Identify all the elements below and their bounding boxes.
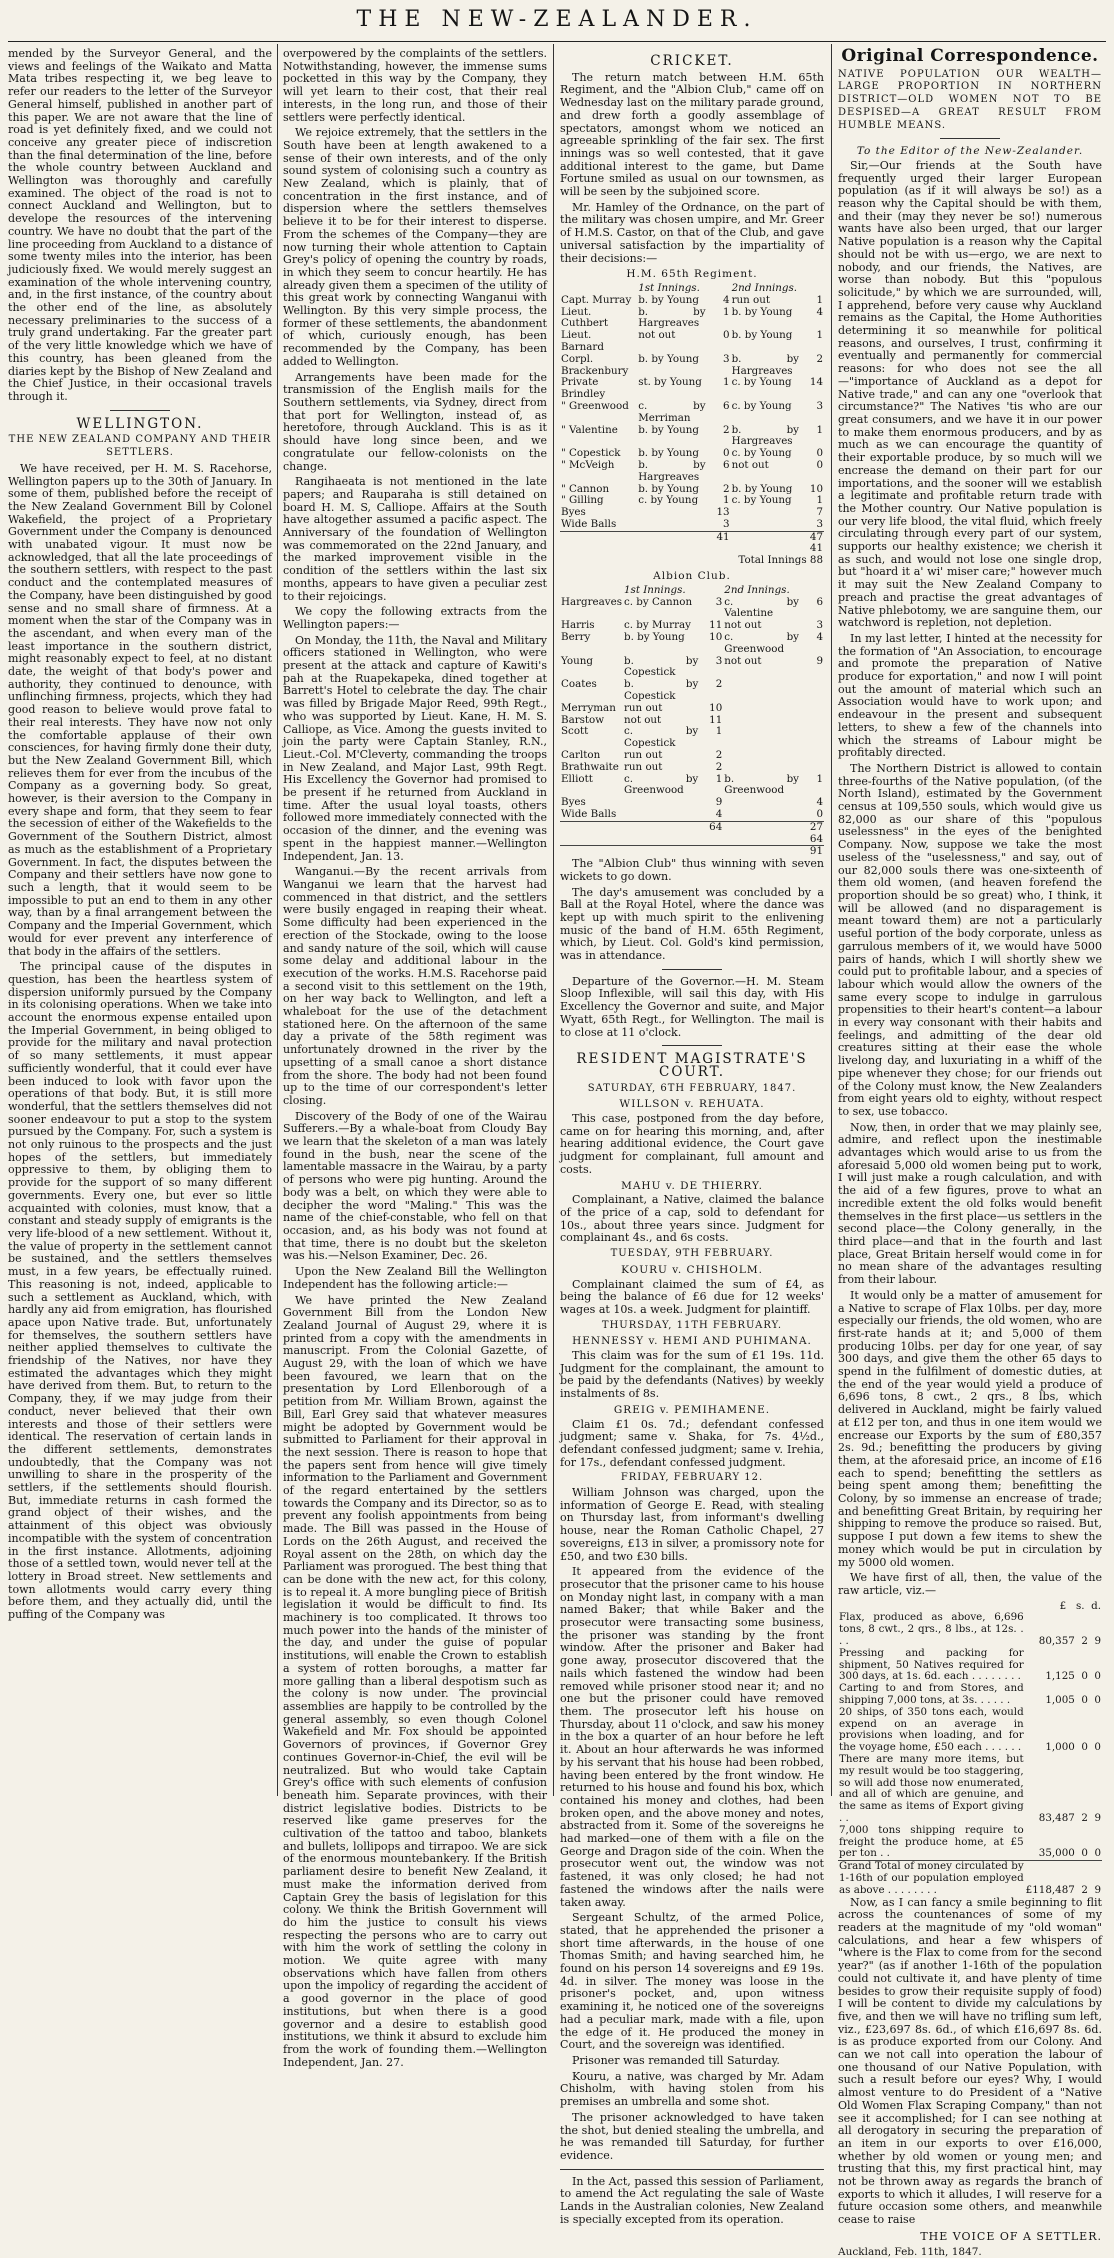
table-row <box>560 809 824 821</box>
score-cell: Lieut. Barnard <box>561 329 604 353</box>
score-cell <box>723 715 800 727</box>
score-cell: 4 <box>723 293 730 306</box>
score-cell: " Copestick <box>561 447 621 460</box>
letter-date: Auckland, Feb. 11th, 1847. <box>838 2245 982 2258</box>
paragraph: Departure of the Governor.—H. M. Steam Sloop Inflexible, will sail this day, with His Excellency the Governor and suite, and Major Wyatt, 65th Regt., for Wellington. The mail is to close at 11 o'clock. <box>560 974 824 1039</box>
score-cell: Lieut. Cuthbert <box>561 305 609 330</box>
paragraph: In the Act, passed this session of Parliament, to amend the Act regulating the sale of Waste Lands in the Australian colonies, New Zealand is specially excepted from its operation. <box>560 2174 824 2226</box>
case-title: HENNESSY v. HEMI AND PUHIMANA. <box>572 1335 812 1348</box>
table-row <box>560 425 824 449</box>
total: 41 <box>707 531 731 543</box>
paragraph: We copy the following extracts from the Wellington papers:— <box>283 605 547 631</box>
score-cell: 11 <box>709 619 723 632</box>
score-cell: c. by Young <box>731 399 792 412</box>
paragraph: The day's amusement was concluded by a Ball at the Royal Hotel, where the dance was kept up with much spirit to the enlivening music of the band of H.M. 65th Regiment, which, by Lieut. Col. Gold's kind permission, was in attendance. <box>560 885 824 963</box>
score-cell: run out <box>623 748 663 761</box>
separator <box>560 2169 824 2170</box>
paragraph: The return match between H.M. 65th Regiment, and the "Albion Club," came off on Wednesday last on the military parade ground, and drew forth a goodly assemblage of spectators, amongst whom we noticed an agreeable sprinkling of the fair sex. The first innings was so well contested, that it gave additional interest to the game, but Dame Fortune smiled as usual on our townsmen, as will be seen by the subjoined score. <box>560 70 824 199</box>
score-cell: b. by Young <box>638 293 699 306</box>
score-cell: Hargreaves <box>561 595 622 608</box>
score-cell: b. by Copestick <box>623 678 699 702</box>
case-title: WILLSON v. REHUATA. <box>619 1098 765 1111</box>
case-title: GREIG v. PEMIHAMENE. <box>613 1403 771 1416</box>
table-row <box>560 354 824 378</box>
score-cell: 0 <box>723 329 730 342</box>
score-cell <box>723 762 800 774</box>
section-heading-wellington: WELLINGTON. <box>76 415 204 432</box>
table-row <box>560 460 824 484</box>
score-cell: 1 <box>723 305 730 318</box>
score-cell: c. by Cannon <box>623 595 693 608</box>
separator <box>662 1045 722 1046</box>
paragraph: Rangihaeata is not mentioned in the late papers; and Rauparaha is still detained on board H. M. S, Calliope. Affairs at the South have altogether assumed a pacific aspect. The Anniversary of the foundation of Wellington was commemorated on the 22nd January, and the marked improvement visible in the condition of the settlers within the last six months, appears to have given a peculiar zest to their rejoicings. <box>283 475 547 603</box>
column-divider <box>277 44 278 1796</box>
paragraph: The principal cause of the disputes in question, has been the heartless system of dispersion uniformly pursued by the Company in its colonising operations. When we take into account the enormous expense entailed upon the Imperial Government, in being obliged to provide for the military and naval protection of so many settlements, it must appear sufficiently wonderful, that it could ever have been induced to look with favor upon the operations of that body. But, it is still more wonderful, that the settlers themselves did not sooner endeavour to put a stop to the system pursued by the Company. For, such a system is not only ruinous to the prospects and the just hopes of the settlers, but immediately oppressive to them, by obliging them to provide for the support of so many different governments. Every one, but ever so little acquainted with colonies, must know, that a constant and steady supply of emigrants is the very life-blood of a new settlement. Without it, the value of property in the settlement cannot be sustained, and the settlers themselves must, in a few years, be effectually ruined. This reasoning is not, indeed, applicable to such a settlement as Auckland, which, with hardly any aid from emigration, has flourished apace upon Native trade. But, unfortunately for themselves, the southern settlers have neither applied themselves to cultivate the friendship of the Natives, nor have they estimated the advantages which they might have derived from them. But, to return to the Company, they, if we may judge from their conduct, never believed that their own interests and those of their settlers were identical. The reservation of certain lands in the different settlements, demonstrates undoubtedly, that the Company was not unwilling to share in the prosperity of the settlers, if the settlements should flourish. But, immediate returns in cash formed the grand object of their wishes, and the attainment of this object was obviously incompatible with the system of concentration in the first instance. Allotments, adjoining those of a settled town, would never tell at the lottery in Broad street. New settlements and town allotments would carry every thing before them, and they actually did, until the puffing of the Company was <box>8 960 272 1622</box>
column-2 <box>283 47 547 2069</box>
innings-header: 1st Innings. <box>638 281 700 294</box>
section-heading-cricket: CRICKET. <box>650 53 734 69</box>
table-row <box>560 597 824 621</box>
paragraph: Complainant, a Native, claimed the balance of the price of a cap, sold to defendant for 10s., about three years since. Judgment for complainant 4s., and 6s costs. <box>560 1193 824 1245</box>
score-cell: Carlton <box>561 748 601 761</box>
team-heading: Albion Club. <box>653 570 731 583</box>
score-cell: Byes <box>561 796 586 809</box>
paragraph: On Monday, the 11th, the Naval and Military officers stationed in Wellington, who were present at the attack and capture of Kawiti's pah at the Ruapekapeka, dined together at Barrett's Hotel to celebrate the day. The chair was filled by Brigade Major Reed, 99th Regt., who was supported by Lieut. Kane, H. M. S. Calliope, as Vice. Among the guests invited to join the party were Captain Stanley, R.N., Lieut.-Col. M'Cleverty, commanding the troops in New Zealand, and Major Last, 99th Regt. His Excellency the Governor had promised to be present if he returned from Auckland in time. After the usual loyal toasts, others followed more immediately connected with the occasion of the dinner, and the evening was spent in the happiest manner.—Wellington Independent, Jan. 13. <box>283 633 547 863</box>
item-value: 35,000 0 0 <box>1038 1847 1101 1860</box>
column-1 <box>8 48 272 1793</box>
section-subheading: THE NEW ZEALAND COMPANY AND THEIR SETTLERS. <box>8 434 272 459</box>
score-cell: 9 <box>816 654 823 667</box>
score-cell: Capt. Murray <box>561 293 632 306</box>
item-description: 20 ships, of 350 tons each, would expend on an average in provisions when loading, and for the voyage home, £50 each . . . . . . <box>839 1705 1024 1754</box>
paragraph: Prisoner was remanded till Saturday. <box>572 2053 780 2067</box>
paragraph: We rejoice extremely, that the settlers in the South have been at length awakened to a sense of their own interests, and of the only sound system of colonising such a country as New Zealand, which is plainly, that of concentration in the first instance, and of dispersion where the settlers themselves believe it to be for their interest to disperse. From the schemes of the Company—they are now turning their whole attention to Captain Grey's policy of opening the country by roads, in which they seem to concur heartily. He has already given them a specimen of the utility of this great work by connecting Wanganui with Wellington. By this very simple process, the former of these settlements, the abandonment of which, curiously enough, has been recommended by the Company, has been added to Wellington. <box>283 126 547 368</box>
score-cell: 3 <box>816 619 823 632</box>
table-row <box>560 519 824 531</box>
table-row <box>560 656 824 680</box>
score-cell: Elliott <box>561 772 593 785</box>
paragraph: The prisoner acknowledged to have taken the shot, but denied stealing the umbrella, and he was remanded till Saturday, for further evidence. <box>560 2110 824 2162</box>
score-cell: 0 <box>816 458 823 471</box>
score-cell: 1 <box>723 376 730 389</box>
score-table-65th <box>560 283 824 567</box>
table-row <box>560 750 824 762</box>
score-cell: b. by Hargreaves <box>638 458 706 483</box>
paragraph: Now, then, in order that we may plainly see, admire, and reflect upon the inestimable advantages which would arise to us from the aforesaid 5,000 old women being put to work, I will just make a rough calculation, and with the aid of a few figures, prove to what an incredible extent the old folks would benefit themselves in the first place—us settlers in the second place—the Colony generally, in the third place—and that in the fourth and last place, Great Britain herself would come in for no mean share of the advantages resulting from their labour. <box>838 1120 1102 1287</box>
paragraph: The Northern District is allowed to contain three-fourths of the Native population, (of the North Island), estimated by the Government census at 109,550 souls, which would give us 82,000 as our share of this "populous uselessness" in the eyes of the benighted Company. Now, suppose we take the most useless of the "uselessness," and say, out of our 82,000 souls there was one-sixteenth of them old women, (and heaven forefend the proportion should be so great) who, I think, it will be allowed (and no disparagement is meant toward them) are not a particularly useful portion of the body corporate, unless as garrulous members of it, we would have 5000 pairs of hands, which I will shortly shew we could put to profitable labour, and a species of labour which would allow the owners of the same every scope to indulge in garrulous propensities to their heart's content—a labour in every way consonant with their habits and feelings, and admitting of the dear old creatures sitting at their ease the whole livelong day, and luxuriating in a whiff of the pipe whenever they chose; for our friends out of the Colony must know, the New Zealanders from eight years old to eighty, without respect to sex, use tobacco. <box>838 761 1102 1118</box>
score-cell: b. by Young <box>731 305 793 318</box>
score-cell: b. by Young <box>638 482 699 495</box>
score-cell: 1 <box>715 725 723 738</box>
masthead-rule <box>8 41 1106 42</box>
table-row <box>560 307 824 331</box>
score-cell: Young <box>561 654 593 667</box>
score-cell: Brathwaite <box>561 760 619 773</box>
score-cell: " Cannon <box>561 482 610 495</box>
score-cell: Wide Balls <box>561 807 617 820</box>
paragraph: Upon the New Zealand Bill the Wellington Independent has the following article:— <box>283 1265 547 1291</box>
score-cell: 4 <box>715 807 723 820</box>
item-value: 83,487 2 9 <box>1038 1812 1101 1825</box>
score-cell: 11 <box>709 713 723 726</box>
total: 41 <box>809 542 823 555</box>
paragraph: Discovery of the Body of one of the Wairau Sufferers.—By a whale-boat from Cloudy Bay we learn that the skeleton of a man was lately found in the bush, near the scene of the lamentable massacre in the Wairau, by a party of persons who were pig hunting. Around the body was a belt, on which they were able to decipher the word "Maling." This was the name of the chief-constable, who fell on that occasion, and, as his body was not found at that time, there is no doubt but the skeleton was his.—Nelson Examiner, Dec. 26. <box>283 1109 547 1263</box>
score-cell: Scott <box>561 725 589 738</box>
paragraph: Complainant claimed the sum of £4, as being the balance of £6 due for 12 weeks' wages at 10s. a week. Judgment for plaintiff. <box>560 1277 824 1316</box>
score-cell: " Greenwood <box>561 399 629 412</box>
score-table-albion <box>560 585 824 858</box>
score-cell: c. by Merriman <box>638 399 706 424</box>
score-cell: Harris <box>561 619 595 632</box>
score-cell: Private Brindley <box>561 376 606 401</box>
score-cell <box>723 703 800 715</box>
paragraph: It would only be a matter of amusement for a Native to scrape of Flax 10lbs. per day, more especially our friends, the old women, who are first-rate hands at it; and 5,000 of them producing 10lbs. per day for one year, of say 300 days, and give them the other 65 days to spend in the fulfilment of domestic duties, at the end of the year would yield a produce of 6,696 tons, 8 cwt., 2 qrs., 8 lbs, which delivered in Auckland, might be fairly valued at £12 per ton, and thus in one item would we encrease our Exports by the sum of £80,357 2s. 9d.; benefitting the producers by giving them, at the aforesaid price, an income of £16 each to spend; benefitting the settlers as being spent among them; benefitting the Colony, by so immense an encrease of trade; and benefitting Great Britain, by requiring her shipping to remove the produce so raised. But, suppose I put down a few items to shew the money which would be put in circulation by my 5000 old women. <box>838 1288 1102 1569</box>
score-cell: b. by Young <box>623 630 685 643</box>
score-cell: 0 <box>816 807 823 820</box>
table-row <box>560 632 824 656</box>
total: 27 <box>800 821 824 833</box>
table-row <box>560 774 824 798</box>
separator <box>662 969 722 970</box>
score-cell: Barstow <box>561 713 605 726</box>
item-value: 1,125 0 0 <box>1045 1670 1101 1683</box>
score-cell: Byes <box>561 506 586 519</box>
score-cell: c. by Young <box>731 447 792 460</box>
item-description: Carting to and from Stores, and shipping 7,000 tons, at 3s. . . . . . <box>839 1682 1024 1707</box>
score-cell: 6 <box>723 458 730 471</box>
paragraph: We have received, per H. M. S. Racehorse, Wellington papers up to the 30th of January. In some of them, published before the receipt of the New Zealand Government Bill by Colonel Wakefield, the project of a Proprietary Government under the Company is denounced with unabated vigour. It must now be acknowledged, that all the late proceedings of the southern settlers, with respect to the past conduct and the contemplated measures of the Company, have been distinguished by good sense and no small share of firmness. At a moment when the star of the Company was in the ascendant, and when every man of the least importance in the southern district, might reasonably expect to feel, at no distant date, the weight of that body's power and authority, they continued to denounce, with unflinching firmness, projects, which they had good reason to believe would prove fatal to their real interests. They have now not only the comfortable applause of their own consciences, for having firmly done their duty, but the New Zealand Government Bill, which relieves them for ever from the incubus of the Company as a governing body. So great, however, is their aversion to the Company in every shape and form, that they seem to fear the secession of either of the Wakefields to the Government of the Southern District, almost as much as the establishment of a Proprietary Government. In fact, the disputes between the Company and their settlers have now gone to such a length, that it would seem to be impossible to put an end to them in any other way, than by a final arrangement between the Company and the Imperial Government, which would for ever prevent any interference of that body in the affairs of the settlers. <box>8 461 272 958</box>
grand-total-row <box>838 1861 1102 1897</box>
score-cell: c. by Greenwood <box>724 630 799 655</box>
score-cell: 3 <box>715 595 723 608</box>
total: 47 <box>800 531 824 543</box>
score-cell: 2 <box>715 760 723 773</box>
score-cell: Merryman <box>561 701 616 714</box>
score-cell: 4 <box>816 796 823 809</box>
accounts-table <box>838 1601 1102 1897</box>
score-cell: 7 <box>816 506 823 519</box>
paragraph: In my last letter, I hinted at the necessity for the formation of "An Association, to encourage and promote the preparation of Native produce for exportation," and now I will point out the amount of material which such an Association would have to work upon; and endeavour in the present and subsequent letters, to shew a few of the channels into which the streams of Labour might be profitably directed. <box>838 631 1102 760</box>
paragraph: Mr. Hamley of the Ordnance, on the part of the military was chosen umpire, and Mr. Greer of H.M.S. Castor, on that of the Club, and gave universal satisfaction by the impartiality of their decisions:— <box>560 200 824 265</box>
table-row <box>560 295 824 307</box>
table-row <box>560 762 824 774</box>
column-4 <box>838 46 1102 2258</box>
score-cell: c. by Young <box>638 494 699 507</box>
score-cell: 10 <box>709 701 723 714</box>
table-row <box>838 1754 1102 1825</box>
score-cell: run out <box>623 701 663 714</box>
paragraph: Sergeant Schultz, of the armed Police, stated, that he apprehended the prisoner a short time afterwards, in the house of one Thomas Smith; and having searched him, he found on his person 14 sovereigns and £9 19s. 4d. in silver. The money was loose in the prisoner's pocket, and, upon witness examining it, he noticed one of the sovereigns had a peculiar mark, made with a file, upon the edge of it. He produced the money in Court, and the sovereign was identified. <box>560 1911 824 2052</box>
column-divider <box>553 44 554 1796</box>
innings-header: 1st Innings. <box>623 583 686 596</box>
separator <box>110 410 170 411</box>
item-value: 80,357 2 9 <box>1038 1635 1101 1648</box>
grand-total-value: £118,487 2 9 <box>1025 1861 1102 1897</box>
table-row <box>560 703 824 715</box>
table-header-row <box>560 585 824 597</box>
total-row <box>560 834 824 846</box>
table-row <box>838 1648 1102 1683</box>
table-header-row <box>560 283 824 295</box>
score-cell: 2 <box>715 748 723 761</box>
paragraph: This claim was for the sum of £1 19s. 11d. Judgment for the complainant, the amount to be paid by the defendants (Natives) by weekly instalments of 8s. <box>560 1349 824 1401</box>
score-cell: 2 <box>816 352 823 365</box>
score-cell: b. by Hargreaves <box>731 423 799 448</box>
score-cell <box>723 809 800 821</box>
score-cell <box>723 797 800 809</box>
score-cell: b. by Greenwood <box>724 772 799 797</box>
masthead: THE NEW-ZEALANDER. <box>356 7 758 32</box>
score-cell: 1 <box>816 293 823 306</box>
table-row <box>560 726 824 750</box>
total-innings: Total Innings 88 <box>738 554 823 567</box>
score-cell <box>723 750 800 762</box>
score-cell: 4 <box>816 305 823 318</box>
score-cell: Wide Balls <box>561 517 617 530</box>
section-heading-court: RESIDENT MAGISTRATE'S COURT. <box>576 1051 808 1080</box>
case-title: KOURU v. CHISHOLM. <box>621 1263 763 1276</box>
score-cell: 1 <box>816 494 823 507</box>
court-date: TUESDAY, 9TH FEBRUARY. <box>610 1248 774 1260</box>
score-cell: 2 <box>715 678 723 691</box>
score-cell: b. by Young <box>731 329 793 342</box>
court-date: SATURDAY, 6TH FEBRUARY, 1847. <box>587 1082 797 1094</box>
score-cell <box>637 507 706 519</box>
score-cell: " McVeigh <box>561 458 615 471</box>
score-cell: 3 <box>723 352 730 365</box>
score-cell: not out <box>731 458 769 471</box>
score-cell: run out <box>623 760 663 773</box>
score-cell <box>723 726 800 750</box>
score-cell: 6 <box>816 595 823 608</box>
score-cell: 6 <box>723 399 730 412</box>
score-cell: not out <box>724 619 762 632</box>
letter-subject: NATIVE POPULATION OUR WEALTH—LARGE PROPORTION IN NORTHERN DISTRICT—OLD WOMEN NOT TO BE DESPISED—A GREAT RESULT FROM HUMBLE MEANS. <box>838 68 1102 131</box>
score-cell <box>800 715 824 727</box>
paragraph: Claim £1 0s. 7d.; defendant confessed judgment; same v. Shaka, for 7s. 4½d., defendant confessed judgment; same v. Irehia, for 17s., defendant confessed judgment. <box>560 1417 824 1469</box>
score-cell: b. by Young <box>731 482 793 495</box>
score-cell <box>800 750 824 762</box>
score-cell: 9 <box>715 796 723 809</box>
score-cell: not out <box>638 329 676 342</box>
item-value: 1,005 0 0 <box>1045 1694 1101 1707</box>
currency-header: £ s. d. <box>1059 1599 1101 1612</box>
score-cell: st. by Young <box>638 376 702 389</box>
score-cell: b. by Young <box>638 447 699 460</box>
section-heading-correspondence: Original Correspondence. <box>841 46 1099 66</box>
paragraph: We have first of all, then, the value of the raw article, viz.— <box>838 1571 1102 1597</box>
total-row <box>560 531 824 543</box>
court-date: THURSDAY, 11TH FEBRUARY. <box>601 1319 783 1331</box>
case-title: MAHU v. DE THIERRY. <box>621 1179 763 1192</box>
table-row <box>838 1683 1102 1707</box>
score-cell <box>623 809 699 821</box>
table-row <box>560 377 824 401</box>
score-cell: c. by Copestick <box>623 725 699 750</box>
separator <box>940 138 1000 139</box>
score-cell: 1 <box>723 494 730 507</box>
score-cell: 14 <box>809 376 823 389</box>
court-date: FRIDAY, FEBRUARY 12. <box>620 1472 764 1484</box>
table-row <box>838 1612 1102 1647</box>
score-cell: b. by Hargreaves <box>638 305 706 330</box>
score-cell: c. by Murray <box>623 619 691 632</box>
score-cell: 3 <box>723 517 730 530</box>
letter-recipient: To the Editor of the New-Zealander. <box>856 145 1084 158</box>
signature: THE VOICE OF A SETTLER. <box>920 2229 1102 2243</box>
score-cell: c. by Valentine <box>724 595 799 620</box>
item-description: 7,000 tons shipping require to freight the produce home, at £5 per ton . . <box>839 1823 1024 1860</box>
paragraph: This case, postponed from the day before, came on for hearing this morning, and, after hearing additional evidence, the Court gave judgment for complainant, full amount and costs. <box>560 1112 824 1176</box>
score-cell: " Gilling <box>561 494 604 507</box>
item-description: Flax, produced as above, 6,696 tons, 8 cwt., 2 qrs., 8 lbs., at 12s. . . . <box>839 1611 1024 1648</box>
score-cell: run out <box>731 293 771 306</box>
score-cell: 2 <box>723 423 730 436</box>
total: 64 <box>699 821 723 833</box>
score-cell <box>800 762 824 774</box>
score-cell: 3 <box>816 399 823 412</box>
grand-total-label: Grand Total of money circulated by 1-16th of our population employed as above . . . . . . . . <box>839 1860 1024 1896</box>
paragraph: It appeared from the evidence of the prosecutor that the prisoner came to his house on Monday night last, in company with a man named Baker; that while Baker and the prosecutor were transacting some business, the prisoner was standing by the front window. After the prisoner and Baker had gone away, prosecutor discovered that the nails which fastened the window had been removed while prisoner stood near it; and no one but the prisoner could have removed them. The prosecutor left his house on Thursday, about 11 o'clock, and saw his money in the box a quarter of an hour before he left it. About an hour afterwards he was informed by his servant that his house had been robbed, having been entered by the front window. He returned to his house and found his box, which contained his money and clothes, had been broken open, and the above money and notes, abstracted from it. Some of the sovereigns he had marked—one of them with a file on the George and Dragon side of the coin. When the prosecutor went out, the window was not fastened, it was only closed; he had not fastened the windows after the nails were taken away. <box>560 1565 824 1909</box>
score-cell: 1 <box>816 772 823 785</box>
paragraph: Sir,—Our friends at the South have frequently urged their larger European population (as if it will always be so!) as a reason why the Capital should be with them, and their (may they never be so!) numerous wants have also been urged, that our larger Native population is a reason why the Capital should not be with us—ergo, we are next to nobody, and our friends, the Natives, are worse than nobody. But this "populous solicitude," by which we are surrounded, will, I apprehend, before very cause why Auckland remains as the Capital, the Home Authorities determining it so meanwhile for political reasons, and ourselves, I trust, confirming it eventually and permanently for commercial reasons: for who does not see the all—"importance of Auckland as a depot for Native trade," and can any one "overlook that circumstance?" The Natives 'tis who are our great consumers, and we have it in our power to make them enormous producers, and by as much as we can encourage the quantity of their exportable produce, by so much will we encrease the demand on their part for our importations, and the sooner will we establish a legitimate and profitable return trade with the Mother country. Our Native population is our very life blood, the vital fluid, which freely circulating through every part of our system, supports our healthy existence; we cherish it as such, and would not lose one single drop, but "hoard it a' wi' miser care;" however much it may suit the New Zealand Company to preach and practise the great advantages of Native phlebotomy, we are sanguine them, our watchword is repletion, not depletion. <box>838 158 1102 630</box>
score-cell: 3 <box>715 654 723 667</box>
score-cell: 10 <box>809 482 823 495</box>
score-cell <box>731 519 800 531</box>
score-cell <box>623 797 699 809</box>
score-cell: not out <box>623 713 662 726</box>
score-cell <box>637 519 706 531</box>
table-row <box>560 330 824 354</box>
score-cell: Berry <box>561 630 591 643</box>
score-cell <box>800 703 824 715</box>
column-3 <box>560 48 824 2226</box>
paragraph: mended by the Surveyor General, and the views and feelings of the Waikato and Matta Mata tribes respecting it, we beg leave to refer our readers to the letter of the Surveyor General himself, published in another part of this paper. We are not aware that the line of road is yet definitely fixed, and we could not conceive any greater piece of indiscretion than the final determination of the line, before the whole country between Auckland and Wellington was thoroughly and carefully examined. The object of the road is not to connect Auckland and Wellington, but to develope the resources of the intervening country. We have no doubt that the part of the line proceeding from Auckland to a distance of some twenty miles into the interior, has been judiciously fixed. We would merely suggest an examination of the whole intervening country, and, in the first instance, of the country about the other end of the line, as absolutely necessary preliminaries to the success of a truly grand undertaking. Far the greater part of the very little knowledge which we have of this country, has been gleaned from the diaries kept by the Bishop of New Zealand and the Chief Justice, in their occasional travels through it. <box>8 47 272 403</box>
score-cell: not out <box>724 654 762 667</box>
score-cell: c. by Young <box>731 494 792 507</box>
innings-header: 2nd Innings. <box>731 281 798 294</box>
table-row <box>560 679 824 703</box>
total: 64 <box>809 832 823 845</box>
score-cell: 0 <box>816 447 823 460</box>
paragraph: Now, as I can fancy a smile beginning to flit across the countenances of some of my readers at the magnitude of my "old woman" calculations, and hear a few whispers of "where is the Flax to come from for the second year?" (as if another 1-16th of the population could not cultivate it, and have plenty of time besides to grow their requisite supply of food) I will be content to divide my calculations by five, and then we will have no trifling sum left, viz., £23,697 8s. 6d., of which £16,697 8s. 6d. is as produce exported from our Colony. And can we not call into operation the labour of one thousand of our Native Population, with such a result before our eyes? Why, I would almost venture to do President of a "Native Old Women Flax Scraping Company," than not see it accomplished; for I can see nothing at all derogatory in securing the preparation of an item in our exports to over £16,000, whether by old women or young men; and trusting that this, my first practical hint, may not be thrown away as regards the branch of exports to which it alludes, I will reserve for a future occasion some others, and meanwhile cease to raise <box>838 1895 1102 2227</box>
innings-header: 2nd Innings. <box>724 583 790 596</box>
score-cell: Corpl. Brackenbury <box>561 352 629 377</box>
score-cell: 0 <box>723 447 730 460</box>
team-heading: H.M. 65th Regiment. <box>626 268 758 281</box>
score-cell: 10 <box>709 630 723 643</box>
paragraph: William Johnson was charged, upon the information of George E. Read, with stealing on Thursday last, from informant's dwelling house, near the Roman Catholic Chapel, 27 sovereigns, £13 in silver, a promissory note for £50, and two £30 bills. <box>560 1486 824 1563</box>
column-divider <box>831 44 832 1796</box>
score-cell <box>800 726 824 750</box>
score-cell: b. by Young <box>638 352 699 365</box>
score-cell: c. by Greenwood <box>623 772 699 797</box>
score-cell: 1 <box>715 772 723 785</box>
score-cell <box>731 507 800 519</box>
paragraph: The "Albion Club" thus winning with seven wickets to go down. <box>560 857 824 883</box>
score-cell: 13 <box>716 506 730 519</box>
score-cell <box>723 679 800 703</box>
total-row <box>560 821 824 833</box>
table-row <box>838 1707 1102 1754</box>
score-cell: 1 <box>816 423 823 436</box>
score-cell: b. by Young <box>638 423 699 436</box>
item-value: 1,000 0 0 <box>1045 1741 1101 1754</box>
score-cell: 1 <box>816 329 823 342</box>
paragraph: Kouru, a native, was charged by Mr. Adam Chisholm, with having stolen from his premises an umbrella and some shot. <box>560 2069 824 2109</box>
total-row <box>560 555 824 567</box>
item-description: Pressing and packing for shipment, 50 Natives required for 300 days, at 1s. 6d. each . . . . . . . . <box>839 1646 1024 1683</box>
score-cell: 3 <box>816 517 823 530</box>
score-cell <box>800 679 824 703</box>
score-cell: 2 <box>723 482 730 495</box>
score-cell: " Valentine <box>561 423 618 436</box>
paragraph: Wanganui.—By the recent arrivals from Wanganui we learn that the harvest had commenced in that district, and the settlers were busily engaged in reaping their wheat. Some difficulty had been experienced in the erection of the Stockade, owing to the loose and sandy nature of the soil, which will cause some delay and additional labour in the execution of the works. H.M.S. Racehorse paid a second visit to this settlement on the 19th, on her way back to Wellington, and left a whaleboat for the use of the detachment stationed here. On the afternoon of the same day a private of the 58th regiment was unfortunately drowned in the river by the upsetting of a small canoe a short distance from the shore. The body had not been found up to the time of our correspondent's letter closing. <box>283 865 547 1107</box>
score-cell: b. by Hargreaves <box>731 352 799 377</box>
score-cell: 4 <box>816 630 823 643</box>
table-row <box>560 495 824 507</box>
total: 91 <box>800 846 824 858</box>
score-cell: c. by Young <box>731 376 792 389</box>
paragraph: Arrangements have been made for the transmission of the English mails for the Southern settlements, via Sydney, direct from that port for Wellington, instead of, as heretofore, through Auckland. This is as it should have long since been, and we congratulate our fellow-colonists on the change. <box>283 370 547 473</box>
score-cell: b. by Copestick <box>623 654 699 679</box>
table-row <box>560 401 824 425</box>
score-cell: Coates <box>561 678 597 691</box>
paragraph: overpowered by the complaints of the settlers. Notwithstanding, however, the immense sums pocketted in this way by the Company, they will yet learn to their cost, that their real interests, in the long run, and those of their settlers were perfectly identical. <box>283 47 547 124</box>
paragraph: We have printed the New Zealand Government Bill from the London New Zealand Journal of August 29, where it is printed from a copy with the amendments in manuscript. From the Colonial Gazette, of August 29, with the loan of which we have been favoured, we learn that on the presentation by Lord Ellenborough of a petition from Mr. William Brown, against the Bill, Earl Grey said that whatever measures might be adopted by Government would be submitted to Parliament for their approval in the next session. There is reason to hope that the papers sent from hence will give timely information to the Parliament and Government of the regard entertained by the settlers towards the Company and its Director, so as to prevent any foolish appointments from being made. The Bill was passed in the House of Lords on the 26th August, and received the Royal assent on the 28th, on which day the Parliament was prorogued. The best thing that can be done with the new act, for this colony, is to repeal it. A more bungling piece of British legislation it would be difficult to find. Its machinery is too complicated. It throws too much power into the hands of the minister of the day, and under the guise of popular institutions, will enable the Crown to establish a system of rotten boroughs, a matter far more galling than a liberal despotism such as the colony is now under. The provincial assemblies are happily to be controlled by the general assembly, so even though Colonel Wakefield and Mr. Fox should be appointed Governors of provinces, if Governor Grey continues Governor-in-Chief, the evil will be neutralized. But who would take Captain Grey's office with such elements of confusion beneath him. Separate provinces, with their district legislative bodies. Districts to be reserved like game preserves for the cultivation of the tattoo and taboo, blankets and bullets, lollipops and tirrapoo. We are sick of the enormous mountebankery. If the British parliament desire to benefit New Zealand, it must make the information derived from Captain Grey the basis of legislation for this colony. We think the British Government will do him the justice to consult his views respecting the persons who are to carry out with him the work of settling the colony in motion. We quite agree with many observations which have fallen from others upon the impolicy of regarding the accident of a good governor in the place of good institutions, but when there is a good governor and a desire to establish good institutions, we think it absurd to exclude him from the work of founding them.—Wellington Independent, Jan. 27. <box>283 1293 547 2069</box>
item-description: There are many more items, but my result would be too staggering, so will add those now enumerated, and all of which are genuine, and the same as items of Export giving . . <box>839 1753 1024 1825</box>
table-row <box>838 1825 1102 1861</box>
